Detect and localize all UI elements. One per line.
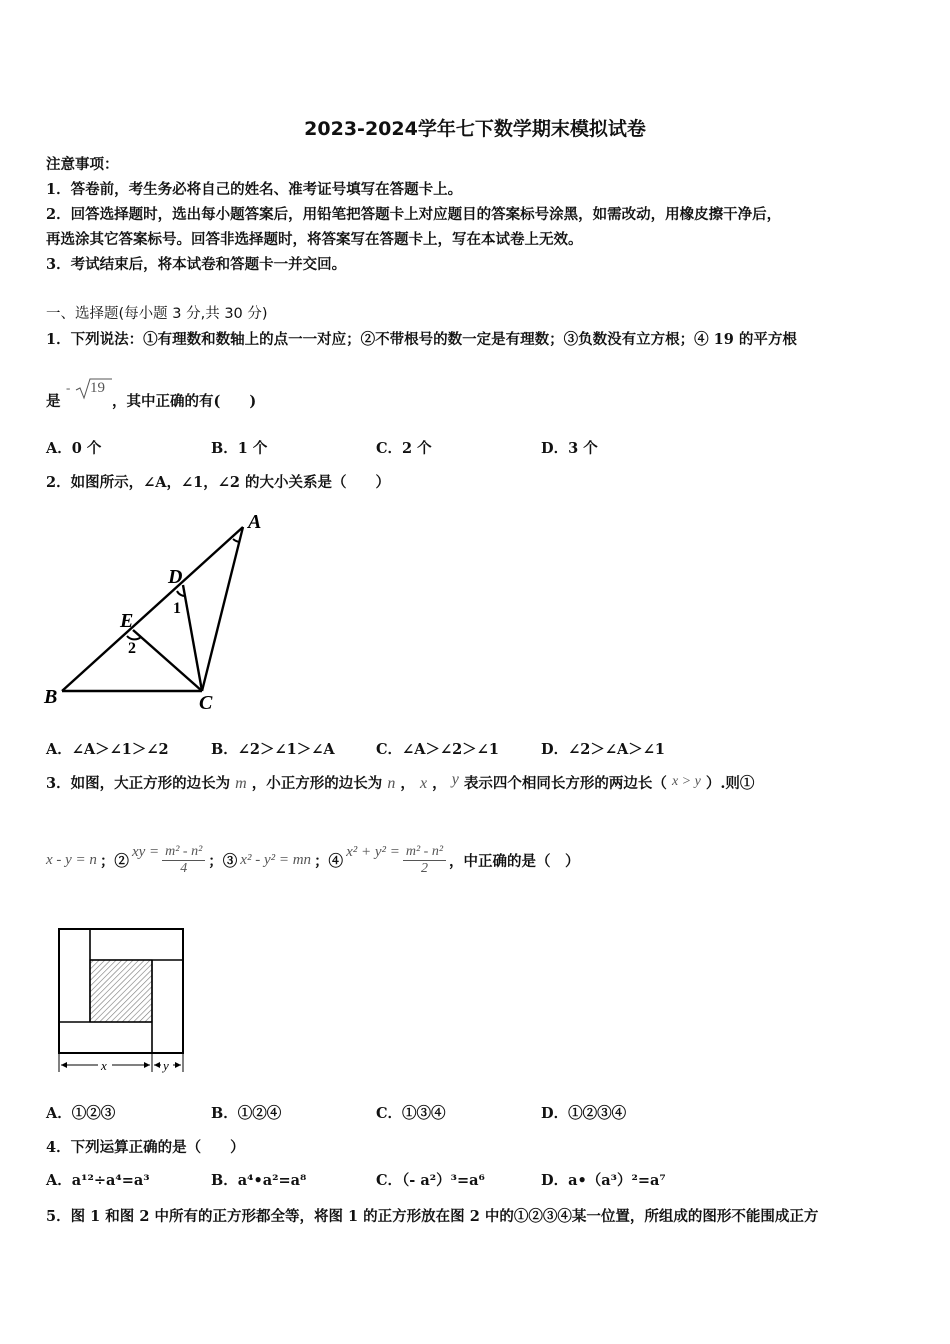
fig-label-x: x: [101, 1058, 107, 1073]
q3-sep-2: ；③: [208, 852, 238, 870]
q3-statement-4-fraction: [403, 844, 446, 877]
q5-question: 5．图 1 和图 2 中所有的正方形都全等，将图 1 的正方形放在图 2 中的①②③④某一位置，所组成的图形不能围成正方: [46, 1208, 819, 1225]
q3-s4-numerator: m² - n²: [403, 844, 446, 861]
q1-option-d: D．3 个: [541, 440, 598, 457]
q3-square-figure: [52, 922, 192, 1077]
q3-s2-numerator: m² - n²: [162, 844, 205, 861]
line-CA: [202, 527, 243, 691]
q3-var-n: n: [387, 775, 396, 792]
label-D: D: [168, 566, 183, 588]
label-E: E: [120, 610, 134, 632]
label-C: C: [199, 692, 213, 714]
q3-var-x: x: [419, 775, 428, 792]
notice-item-2b: 再选涂其它答案标号。回答非选择题时，将答案写在答题卡上，写在本试卷上无效。: [46, 231, 583, 248]
q2-option-d: D．∠2＞∠A＞∠1: [541, 741, 665, 758]
q2-option-c: C．∠A＞∠2＞∠1: [376, 741, 499, 758]
notice-item-3: 3．考试结束后，将本试卷和答题卡一并交回。: [46, 256, 347, 273]
q3-comma-2: ，: [432, 775, 447, 792]
q1-option-b: B．1 个: [211, 440, 268, 457]
q3-statement-2-lhs: xy =: [131, 843, 160, 860]
q3-tail: ，中正确的是（ ）: [449, 852, 580, 870]
q1-option-c: C．2 个: [376, 440, 432, 457]
q3-text-a: 3．如图，大正方形的边长为: [46, 775, 231, 792]
label-B: B: [44, 686, 58, 708]
line-DC: [183, 585, 202, 691]
q4-question: 4．下列运算正确的是（ ）: [46, 1139, 245, 1156]
q3-sep-3: ；④: [314, 852, 344, 870]
q3-option-b: B．①②④: [211, 1105, 282, 1122]
q3-text-b: ，小正方形的边长为: [251, 775, 383, 792]
q4-option-a: A．a¹²÷a⁴=a³: [46, 1172, 150, 1189]
q3-statement-3: x² - y² = mn: [240, 851, 312, 868]
small-square: [90, 960, 152, 1022]
q3-statement-2-fraction: [162, 844, 205, 877]
q3-condition: x > y: [671, 774, 701, 789]
q1-option-a: A．0 个: [46, 440, 102, 457]
q3-statement-1: x - y = n: [46, 851, 97, 868]
q3-option-c: C．①③④: [376, 1105, 446, 1122]
q2-option-b: B．∠2＞∠1＞∠A: [211, 741, 335, 758]
q3-text-c: 表示四个相同长方形的两边长（: [463, 775, 667, 792]
label-angle-1: 1: [173, 600, 181, 617]
q3-var-m: m: [235, 775, 247, 792]
q3-statement-4-lhs: x² + y² =: [346, 843, 400, 860]
q1-minus-sign: -: [66, 380, 71, 395]
section-heading: 一、选择题(每小题 3 分,共 30 分): [46, 306, 268, 322]
q3-option-a: A．①②③: [46, 1105, 116, 1122]
q3-statements: [46, 835, 580, 885]
q3-s4-denominator: 2: [420, 860, 428, 876]
notice-item-2a: 2．回答选择题时，选出每小题答案后，用铅笔把答题卡上对应题目的答案标号涂黑，如需改动，用橡皮擦干净后，: [46, 206, 782, 223]
q1-line2-suffix: ，其中正确的有( ): [112, 393, 257, 410]
q2-question: 2．如图所示，∠A，∠1，∠2 的大小关系是（ ）: [46, 474, 391, 491]
notice-item-1: 1．答卷前，考生务必将自己的姓名、准考证号填写在答题卡上。: [46, 181, 463, 198]
fig-label-y: y: [163, 1058, 169, 1073]
q2-triangle-figure: [40, 505, 280, 715]
label-angle-2: 2: [128, 640, 136, 657]
q3-var-y: y: [451, 771, 459, 788]
q4-option-d: D．a•（a³）²=a⁷: [541, 1172, 666, 1189]
q3-s2-denominator: 4: [180, 860, 188, 876]
q1-radicand: 19: [90, 380, 105, 396]
line-BA: [62, 527, 243, 691]
label-A: A: [248, 511, 262, 533]
q3-option-d: D．①②③④: [541, 1105, 627, 1122]
q2-option-a: A．∠A＞∠1＞∠2: [46, 741, 169, 758]
page-title: 2023-2024学年七下数学期末模拟试卷: [304, 118, 646, 140]
q3-comma-1: ，: [400, 775, 415, 792]
q3-text-d: ）.则①: [705, 775, 755, 792]
q1-line1: 1．下列说法：①有理数和数轴上的点一一对应；②不带根号的数一定是有理数；③负数没有立方根；④ 19 的平方根: [46, 331, 797, 348]
q4-option-c: C．（- a²）³=a⁶: [376, 1172, 485, 1189]
q1-line2-prefix: 是: [46, 393, 61, 410]
q3-line1: [46, 772, 754, 793]
q4-option-b: B．a⁴•a²=a⁸: [211, 1172, 307, 1189]
notice-heading: 注意事项：: [46, 156, 119, 173]
q3-sep-1: ；②: [99, 852, 129, 870]
